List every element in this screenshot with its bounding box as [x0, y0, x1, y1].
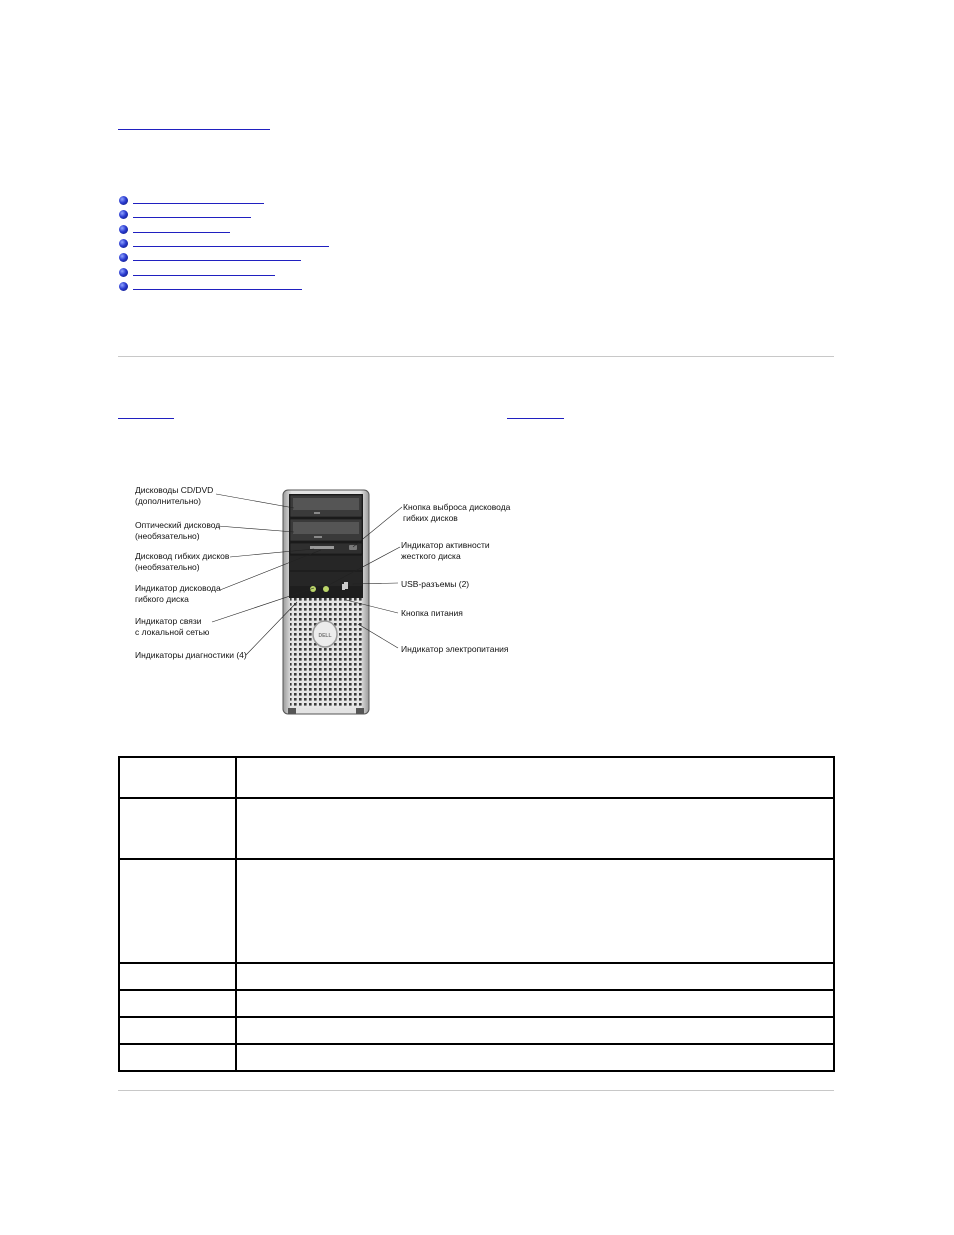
callout-cd-dvd: Дисководы CD/DVD (дополнительно)	[135, 485, 214, 506]
table-cell	[119, 990, 236, 1017]
computer-front-view-figure	[118, 482, 518, 718]
table-cell	[119, 757, 236, 798]
table-cell	[236, 859, 834, 963]
previous-link[interactable]	[118, 418, 174, 419]
table-cell	[236, 1044, 834, 1071]
callout-power-light: Индикатор электропитания	[401, 644, 509, 654]
back-link[interactable]	[118, 129, 270, 130]
table-cell	[236, 757, 834, 798]
toc-bullet	[119, 282, 128, 291]
callout-floppy-eject: Кнопка выброса дисковода гибких дисков	[403, 502, 511, 523]
table-row	[119, 963, 834, 990]
case-logo-text: DELL	[318, 633, 332, 639]
toc-bullet	[119, 253, 128, 262]
table-row	[119, 859, 834, 963]
table-cell	[119, 963, 236, 990]
callout-power-button: Кнопка питания	[401, 608, 463, 618]
toc-bullet	[119, 268, 128, 277]
table-cell	[119, 1044, 236, 1071]
callout-hdd-light: Индикатор активности жесткого диска	[401, 540, 490, 561]
toc-link-1[interactable]	[133, 203, 264, 204]
callout-usb: USB-разъемы (2)	[401, 579, 470, 589]
callout-floppy-light: Индикатор дисковода гибкого диска	[135, 583, 221, 604]
table-row	[119, 757, 834, 798]
table-cell	[119, 1017, 236, 1044]
table-cell	[236, 963, 834, 990]
table-cell	[119, 859, 236, 963]
table-row	[119, 798, 834, 859]
table-row	[119, 1017, 834, 1044]
callout-optical-drive: Оптический дисковод (необязательно)	[135, 520, 221, 541]
table-cell	[236, 1017, 834, 1044]
toc-bullet	[119, 196, 128, 205]
table-cell	[119, 798, 236, 859]
section-divider	[118, 356, 834, 357]
table-cell	[236, 990, 834, 1017]
toc-bullet	[119, 225, 128, 234]
table-row	[119, 990, 834, 1017]
toc-bullet	[119, 210, 128, 219]
computer-case	[283, 490, 369, 714]
toc-link-5[interactable]	[133, 260, 301, 261]
toc-link-6[interactable]	[133, 275, 275, 276]
table-cell	[236, 798, 834, 859]
toc-link-4[interactable]	[133, 246, 329, 247]
toc-link-2[interactable]	[133, 217, 251, 218]
bottom-divider	[118, 1090, 834, 1091]
toc-bullet	[119, 239, 128, 248]
callout-link-light: Индикатор связи с локальной сетью	[135, 616, 210, 637]
toc-link-7[interactable]	[133, 289, 302, 290]
next-link[interactable]	[507, 418, 564, 419]
callout-diagnostic-lights: Индикаторы диагностики (4)	[135, 650, 247, 660]
toc-link-3[interactable]	[133, 232, 230, 233]
callout-floppy-drive: Дисковод гибких дисков (необязательно)	[135, 551, 230, 572]
table-row	[119, 1044, 834, 1071]
components-table	[118, 756, 835, 1072]
